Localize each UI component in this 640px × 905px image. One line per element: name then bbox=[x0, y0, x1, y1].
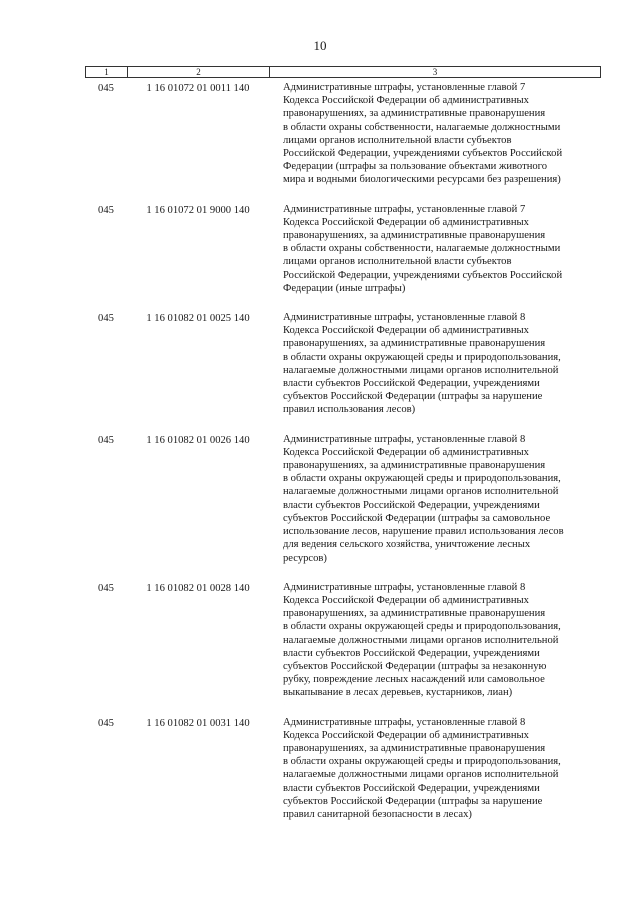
table-row bbox=[85, 203, 601, 295]
description-line: субъектов Российской Федерации (штрафы за самовольное bbox=[283, 512, 551, 524]
description-line: Кодекса Российской Федерации об административных bbox=[283, 325, 529, 337]
description-line: в области охраны собственности, налагаемые должностными bbox=[283, 243, 561, 255]
description-line: Административные штрафы, установленные главой 8 bbox=[283, 716, 526, 728]
description-line: правонарушениях, за административные правонарушения bbox=[283, 460, 546, 472]
page-number: 10 bbox=[313, 38, 327, 53]
description-line: субъектов Российской Федерации (штрафы за нарушение bbox=[283, 391, 543, 403]
table-row bbox=[85, 581, 601, 700]
description-line: власти субъектов Российской Федерации, учреждениями bbox=[283, 499, 540, 511]
description-line: Кодекса Российской Федерации об административных bbox=[283, 95, 529, 107]
budget-classification-code: 1 16 01072 01 0011 140 bbox=[146, 83, 250, 94]
header-col-1: 1 bbox=[86, 67, 128, 77]
description-line: правил санитарной безопасности в лесах) bbox=[283, 808, 472, 820]
description-line: власти субъектов Российской Федерации, учреждениями bbox=[283, 378, 540, 390]
description-line: использование лесов, нарушение правил использования лесов bbox=[283, 526, 564, 538]
description-line: для ведения сельского хозяйства, уничтожение лесных bbox=[283, 539, 531, 551]
description-line: правил использования лесов) bbox=[283, 404, 416, 416]
description-line: Кодекса Российской Федерации об административных bbox=[283, 729, 529, 741]
admin-code: 045 bbox=[98, 83, 114, 94]
budget-classification-code: 1 16 01082 01 0031 140 bbox=[146, 717, 250, 729]
description-line: правонарушениях, за административные правонарушения bbox=[283, 742, 546, 754]
description-line: в области охраны собственности, налагаемые должностными bbox=[283, 121, 561, 133]
admin-code: 045 bbox=[98, 204, 114, 216]
description-line: Российской Федерации, учреждениями субъектов Российской bbox=[283, 269, 563, 281]
table-row bbox=[85, 433, 601, 565]
description-line: правонарушениях, за административные правонарушения bbox=[283, 608, 546, 620]
description-line: рубку, повреждение лесных насаждений или самовольное bbox=[283, 674, 545, 686]
description-line: налагаемые должностными лицами органов исполнительной bbox=[283, 486, 559, 498]
description-line: Кодекса Российской Федерации об административных bbox=[283, 446, 529, 458]
description-line: ресурсов) bbox=[283, 552, 327, 564]
description-line: выкапывание в лесах деревьев, кустарников, лиан) bbox=[283, 687, 513, 699]
description-line: Административные штрафы, установленные главой 7 bbox=[283, 203, 526, 215]
description-line: субъектов Российской Федерации (штрафы за незаконную bbox=[283, 660, 547, 672]
table-row bbox=[85, 716, 601, 822]
income-description bbox=[269, 311, 601, 417]
admin-code: 045 bbox=[98, 313, 114, 325]
classification-table bbox=[85, 66, 601, 821]
admin-code: 045 bbox=[98, 434, 114, 446]
description-line: Федерации (штрафы за пользование объектами животного bbox=[283, 161, 548, 173]
description-line: лицами органов исполнительной власти субъектов bbox=[283, 134, 512, 146]
description-line: правонарушениях, за административные правонарушения bbox=[283, 108, 546, 120]
description-line: субъектов Российской Федерации (штрафы за нарушение bbox=[283, 795, 543, 807]
admin-code: 045 bbox=[98, 582, 114, 594]
description-line: Российской Федерации, учреждениями субъектов Российской bbox=[283, 148, 563, 160]
description-line: в области охраны окружающей среды и природопользования, bbox=[283, 351, 561, 363]
description-line: в области охраны окружающей среды и природопользования, bbox=[283, 473, 561, 485]
budget-classification-code: 1 16 01082 01 0026 140 bbox=[146, 434, 250, 446]
description-line: Административные штрафы, установленные главой 8 bbox=[283, 433, 526, 445]
table-row bbox=[85, 81, 601, 187]
table-body bbox=[85, 81, 601, 821]
description-line: Федерации (иные штрафы) bbox=[283, 282, 406, 294]
budget-classification-code: 1 16 01082 01 0028 140 bbox=[146, 582, 250, 594]
income-description bbox=[269, 716, 601, 822]
description-line: Административные штрафы, установленные главой 7 bbox=[283, 82, 526, 93]
description-line: Административные штрафы, установленные главой 8 bbox=[283, 312, 526, 324]
header-col-3: 3 bbox=[432, 67, 438, 77]
description-line: Кодекса Российской Федерации об административных bbox=[283, 216, 529, 228]
description-line: власти субъектов Российской Федерации, учреждениями bbox=[283, 647, 540, 659]
description-line: правонарушениях, за административные правонарушения bbox=[283, 338, 546, 350]
description-line: налагаемые должностными лицами органов исполнительной bbox=[283, 769, 559, 781]
header-col-2: 2 bbox=[128, 67, 270, 77]
description-line: налагаемые должностными лицами органов исполнительной bbox=[283, 364, 559, 376]
table-header bbox=[85, 66, 601, 78]
income-description bbox=[269, 581, 601, 700]
income-description bbox=[269, 433, 601, 565]
income-description bbox=[269, 81, 601, 187]
table-row bbox=[85, 311, 601, 417]
description-line: лицами органов исполнительной власти субъектов bbox=[283, 256, 512, 268]
description-line: власти субъектов Российской Федерации, учреждениями bbox=[283, 782, 540, 794]
budget-classification-code: 1 16 01072 01 9000 140 bbox=[146, 204, 250, 216]
description-line: Административные штрафы, установленные главой 8 bbox=[283, 581, 526, 593]
description-line: в области охраны окружающей среды и природопользования, bbox=[283, 621, 561, 633]
income-description bbox=[269, 203, 601, 295]
description-line: в области охраны окружающей среды и природопользования, bbox=[283, 756, 561, 768]
description-line: Кодекса Российской Федерации об административных bbox=[283, 594, 529, 606]
admin-code: 045 bbox=[98, 717, 114, 729]
description-line: правонарушениях, за административные правонарушения bbox=[283, 230, 546, 242]
description-line: налагаемые должностными лицами органов исполнительной bbox=[283, 634, 559, 646]
description-line: мира и водными биологическими ресурсами без разрешения) bbox=[283, 174, 561, 186]
budget-classification-code: 1 16 01082 01 0025 140 bbox=[146, 313, 250, 325]
